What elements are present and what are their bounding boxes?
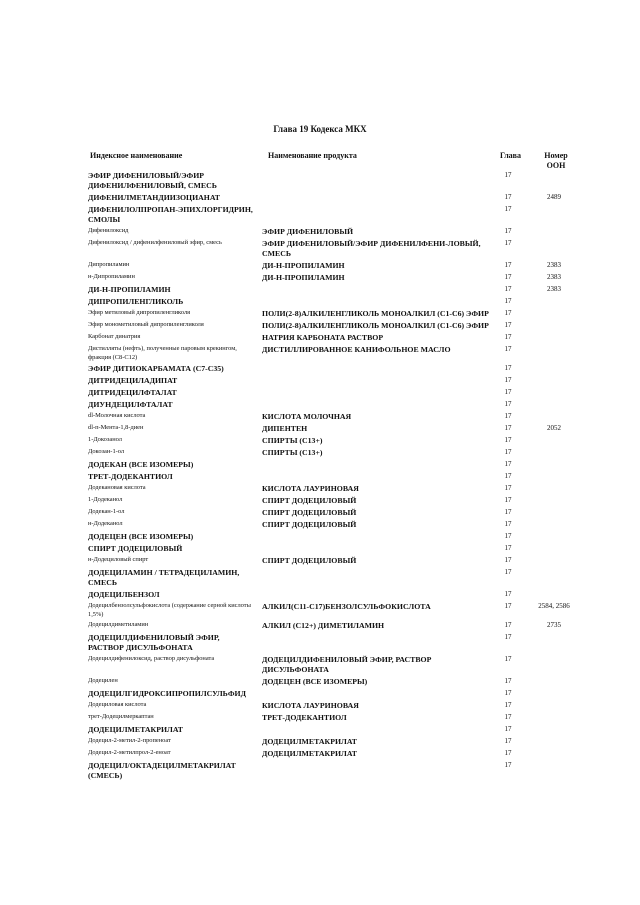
product-name-cell: ПОЛИ(2-8)АЛКИЛЕНГЛИКОЛЬ МОНОАЛКИЛ (С1-С6) ЭФИР [262, 309, 489, 318]
chapter-cell: 17 [504, 205, 512, 213]
chapter-cell: 17 [504, 496, 512, 504]
chapter-cell: 17 [504, 345, 512, 353]
chapter-cell: 17 [504, 633, 512, 641]
table-row [0, 193, 640, 205]
index-name-cell: н-Дипропиламин [88, 273, 135, 280]
product-name-cell: ЭФИР ДИФЕНИЛОВЫЙ/ЭФИР ДИФЕНИЛФЕНИ-ЛОВЫЙ, СМЕСЬ [262, 239, 481, 258]
un-number-cell: 2383 [547, 285, 561, 293]
table-row [0, 205, 640, 227]
table-row [0, 273, 640, 285]
chapter-cell: 17 [504, 424, 512, 432]
index-name-cell: ТРЕТ-ДОДЕКАНТИОЛ [88, 472, 173, 481]
table-row [0, 532, 640, 544]
table-row [0, 655, 640, 677]
table-row [0, 496, 640, 508]
chapter-cell: 17 [504, 193, 512, 201]
index-name-cell: Дистилляты (нефть), полученные паровым крекингом, фракция (С8-С12) [88, 345, 237, 361]
chapter-cell: 17 [504, 448, 512, 456]
index-name-cell: ЭФИР ДИТИОКАРБАМАТА (С7-С35) [88, 364, 224, 373]
chapter-cell: 17 [504, 472, 512, 480]
index-name-cell: ДИФЕНИЛМЕТАНДИИЗОЦИАНАТ [88, 193, 220, 202]
chapter-cell: 17 [504, 309, 512, 317]
column-header-un-number-line2: ООН [546, 161, 566, 170]
index-name-cell: Дипропиламин [88, 261, 130, 268]
index-name-cell: ДОДЕЦИЛ/ОКТАДЕЦИЛМЕТАКРИЛАТ (СМЕСЬ) [88, 761, 236, 780]
table-row [0, 239, 640, 261]
chapter-cell: 17 [504, 677, 512, 685]
product-name-cell: ДОДЕЦИЛДИФЕНИЛОВЫЙ ЭФИР, РАСТВОР ДИСУЛЬФОНАТА [262, 655, 432, 674]
table-row [0, 633, 640, 655]
index-name-cell: Эфир метиловый дипропиленгликоля [88, 309, 191, 316]
product-name-cell: СПИРТЫ (С13+) [262, 448, 323, 457]
index-name-cell: ДИТРИДЕЦИЛФТАЛАТ [88, 388, 177, 397]
un-number-cell: 2584, 2586 [538, 602, 570, 610]
chapter-cell: 17 [504, 261, 512, 269]
chapter-cell: 17 [504, 689, 512, 697]
table-row [0, 701, 640, 713]
chapter-cell: 17 [504, 590, 512, 598]
un-number-cell: 2383 [547, 273, 561, 281]
table-row [0, 388, 640, 400]
table-row [0, 472, 640, 484]
un-number-cell: 2735 [547, 621, 561, 629]
chapter-cell: 17 [504, 333, 512, 341]
table-row [0, 508, 640, 520]
index-name-cell: Додецилдифенилоксид, раствор дисульфоната [88, 655, 215, 662]
table-row [0, 713, 640, 725]
table-row [0, 761, 640, 783]
table-row [0, 725, 640, 737]
chapter-cell: 17 [504, 388, 512, 396]
product-name-cell: ДИ-Н-ПРОПИЛАМИН [262, 261, 345, 270]
chapter-cell: 17 [504, 544, 512, 552]
chapter-cell: 17 [504, 655, 512, 663]
index-name-cell: Дифенилоксид [88, 227, 129, 234]
product-name-cell: КИСЛОТА ЛАУРИНОВАЯ [262, 701, 359, 710]
chapter-cell: 17 [504, 749, 512, 757]
table-row [0, 227, 640, 239]
column-header-un-number [538, 151, 574, 171]
index-name-cell: ДИУНДЕЦИЛФТАЛАТ [88, 400, 173, 409]
column-header-index-name: Индексное наименование [90, 151, 183, 160]
index-name-cell: трет-Додецилмеркаптан [88, 713, 154, 720]
chapter-cell: 17 [504, 460, 512, 468]
table-row [0, 171, 640, 193]
product-name-cell: ДИПЕНТЕН [262, 424, 308, 433]
table-row [0, 602, 640, 621]
table-row [0, 345, 640, 364]
chapter-cell: 17 [504, 520, 512, 528]
index-name-cell: Додецилдиметиламин [88, 621, 149, 628]
chapter-cell: 17 [504, 568, 512, 576]
index-name-cell: ДОДЕЦИЛГИДРОКСИПРОПИЛСУЛЬФИД [88, 689, 246, 698]
chapter-cell: 17 [504, 701, 512, 709]
table-row [0, 424, 640, 436]
index-name-cell: dl-п-Мента-1,8-диен [88, 424, 144, 431]
product-name-cell: СПИРТ ДОДЕЦИЛОВЫЙ [262, 520, 357, 529]
chapter-cell: 17 [504, 400, 512, 408]
index-name-cell: Дифенилоксид / дифенилфениловый эфир, смесь [88, 239, 222, 246]
product-table [0, 171, 640, 783]
chapter-cell: 17 [504, 376, 512, 384]
chapter-cell: 17 [504, 602, 512, 610]
index-name-cell: ДОДЕЦИЛАМИН / ТЕТРАДЕЦИЛАМИН, СМЕСЬ [88, 568, 240, 587]
index-name-cell: 1-Докозанол [88, 436, 122, 443]
product-name-cell: ТРЕТ-ДОДЕКАНТИОЛ [262, 713, 347, 722]
index-name-cell: ДИФЕНИЛОЛПРОПАН-ЭПИХЛОРГИДРИН, СМОЛЫ [88, 205, 253, 224]
table-row [0, 484, 640, 496]
index-name-cell: Додекановая кислота [88, 484, 146, 491]
product-name-cell: НАТРИЯ КАРБОНАТА РАСТВОР [262, 333, 384, 342]
table-row [0, 677, 640, 689]
un-number-cell: 2489 [547, 193, 561, 201]
chapter-cell: 17 [504, 436, 512, 444]
index-name-cell: СПИРТ ДОДЕЦИЛОВЫЙ [88, 544, 183, 553]
index-name-cell: ДИТРИДЕЦИЛАДИПАТ [88, 376, 178, 385]
product-name-cell: ЭФИР ДИФЕНИЛОВЫЙ [262, 227, 354, 236]
chapter-cell: 17 [504, 761, 512, 769]
chapter-cell: 17 [504, 273, 512, 281]
index-name-cell: н-Додеканол [88, 520, 123, 527]
product-name-cell: СПИРТ ДОДЕЦИЛОВЫЙ [262, 556, 357, 565]
column-header-chapter: Глава [500, 151, 521, 160]
chapter-cell: 17 [504, 484, 512, 492]
table-row [0, 544, 640, 556]
product-name-cell: СПИРТ ДОДЕЦИЛОВЫЙ [262, 496, 357, 505]
table-row [0, 749, 640, 761]
index-name-cell: Додецилбензолсульфокислота (содержание серной кислоты 1,5%) [88, 602, 251, 618]
index-name-cell: ДОДЕЦИЛМЕТАКРИЛАТ [88, 725, 183, 734]
chapter-cell: 17 [504, 171, 512, 179]
table-row [0, 590, 640, 602]
table-row [0, 297, 640, 309]
index-name-cell: Додецилен [88, 677, 118, 684]
table-row [0, 364, 640, 376]
index-name-cell: Карбонат динатрия [88, 333, 141, 340]
chapter-cell: 17 [504, 532, 512, 540]
index-name-cell: ЭФИР ДИФЕНИЛОВЫЙ/ЭФИР ДИФЕНИЛФЕНИЛОВЫЙ, СМЕСЬ [88, 171, 217, 190]
table-row [0, 376, 640, 388]
table-row [0, 285, 640, 297]
product-name-cell: СПИРТЫ (С13+) [262, 436, 323, 445]
chapter-cell: 17 [504, 239, 512, 247]
index-name-cell: ДИ-Н-ПРОПИЛАМИН [88, 285, 171, 294]
table-row [0, 460, 640, 472]
index-name-cell: dl-Молочная кислота [88, 412, 146, 419]
product-name-cell: ДИ-Н-ПРОПИЛАМИН [262, 273, 345, 282]
chapter-cell: 17 [504, 737, 512, 745]
product-name-cell: КИСЛОТА ЛАУРИНОВАЯ [262, 484, 359, 493]
chapter-cell: 17 [504, 364, 512, 372]
table-row [0, 737, 640, 749]
product-name-cell: АЛКИЛ(С11-С17)БЕНЗОЛСУЛЬФОКИСЛОТА [262, 602, 431, 611]
table-row [0, 689, 640, 701]
column-header-un-number-line1: Номер [544, 151, 568, 160]
page-title: Глава 19 Кодекса МКХ [273, 124, 367, 134]
index-name-cell: ДОДЕЦЕН (ВСЕ ИЗОМЕРЫ) [88, 532, 194, 541]
chapter-cell: 17 [504, 621, 512, 629]
chapter-cell: 17 [504, 321, 512, 329]
index-name-cell: ДОДЕЦИЛДИФЕНИЛОВЫЙ ЭФИР, РАСТВОР ДИСУЛЬФОНАТА [88, 633, 220, 652]
product-name-cell: КИСЛОТА МОЛОЧНАЯ [262, 412, 352, 421]
index-name-cell: Додециловая кислота [88, 701, 147, 708]
table-row [0, 448, 640, 460]
un-number-cell: 2383 [547, 261, 561, 269]
table-row [0, 309, 640, 321]
index-name-cell: Докозан-1-ол [88, 448, 125, 455]
index-name-cell: Додецил-2-метилпрол-2-еноат [88, 749, 171, 756]
chapter-cell: 17 [504, 412, 512, 420]
table-row [0, 520, 640, 532]
chapter-cell: 17 [504, 713, 512, 721]
table-row [0, 321, 640, 333]
table-row [0, 556, 640, 568]
un-number-cell: 2052 [547, 424, 561, 432]
index-name-cell: ДОДЕКАН (ВСЕ ИЗОМЕРЫ) [88, 460, 194, 469]
table-row [0, 412, 640, 424]
index-name-cell: Додецил-2-метил-2-пропеноат [88, 737, 171, 744]
index-name-cell: н-Додециловый спирт [88, 556, 149, 563]
index-name-cell: 1-Додеканол [88, 496, 123, 503]
chapter-cell: 17 [504, 508, 512, 516]
table-row [0, 568, 640, 590]
table-row [0, 333, 640, 345]
product-name-cell: АЛКИЛ (С12+) ДИМЕТИЛАМИН [262, 621, 385, 630]
chapter-cell: 17 [504, 725, 512, 733]
table-row [0, 400, 640, 412]
index-name-cell: ДИПРОПИЛЕНГЛИКОЛЬ [88, 297, 184, 306]
chapter-cell: 17 [504, 556, 512, 564]
chapter-cell: 17 [504, 297, 512, 305]
chapter-cell: 17 [504, 285, 512, 293]
product-name-cell: ПОЛИ(2-8)АЛКИЛЕНГЛИКОЛЬ МОНОАЛКИЛ (С1-С6) ЭФИР [262, 321, 489, 330]
index-name-cell: Эфир монометиловый дипропиленгликоля [88, 321, 204, 328]
table-row [0, 436, 640, 448]
table-row [0, 261, 640, 273]
product-name-cell: ДОДЕЦЕН (ВСЕ ИЗОМЕРЫ) [262, 677, 368, 686]
table-row [0, 621, 640, 633]
column-header-product-name: Наименование продукта [268, 151, 357, 160]
product-name-cell: ДОДЕЦИЛМЕТАКРИЛАТ [262, 737, 357, 746]
product-name-cell: СПИРТ ДОДЕЦИЛОВЫЙ [262, 508, 357, 517]
index-name-cell: Додекан-1-ол [88, 508, 125, 515]
chapter-cell: 17 [504, 227, 512, 235]
index-name-cell: ДОДЕЦИЛБЕНЗОЛ [88, 590, 160, 599]
product-name-cell: ДОДЕЦИЛМЕТАКРИЛАТ [262, 749, 357, 758]
product-name-cell: ДИСТИЛЛИРОВАННОЕ КАНИФОЛЬНОЕ МАСЛО [262, 345, 451, 354]
